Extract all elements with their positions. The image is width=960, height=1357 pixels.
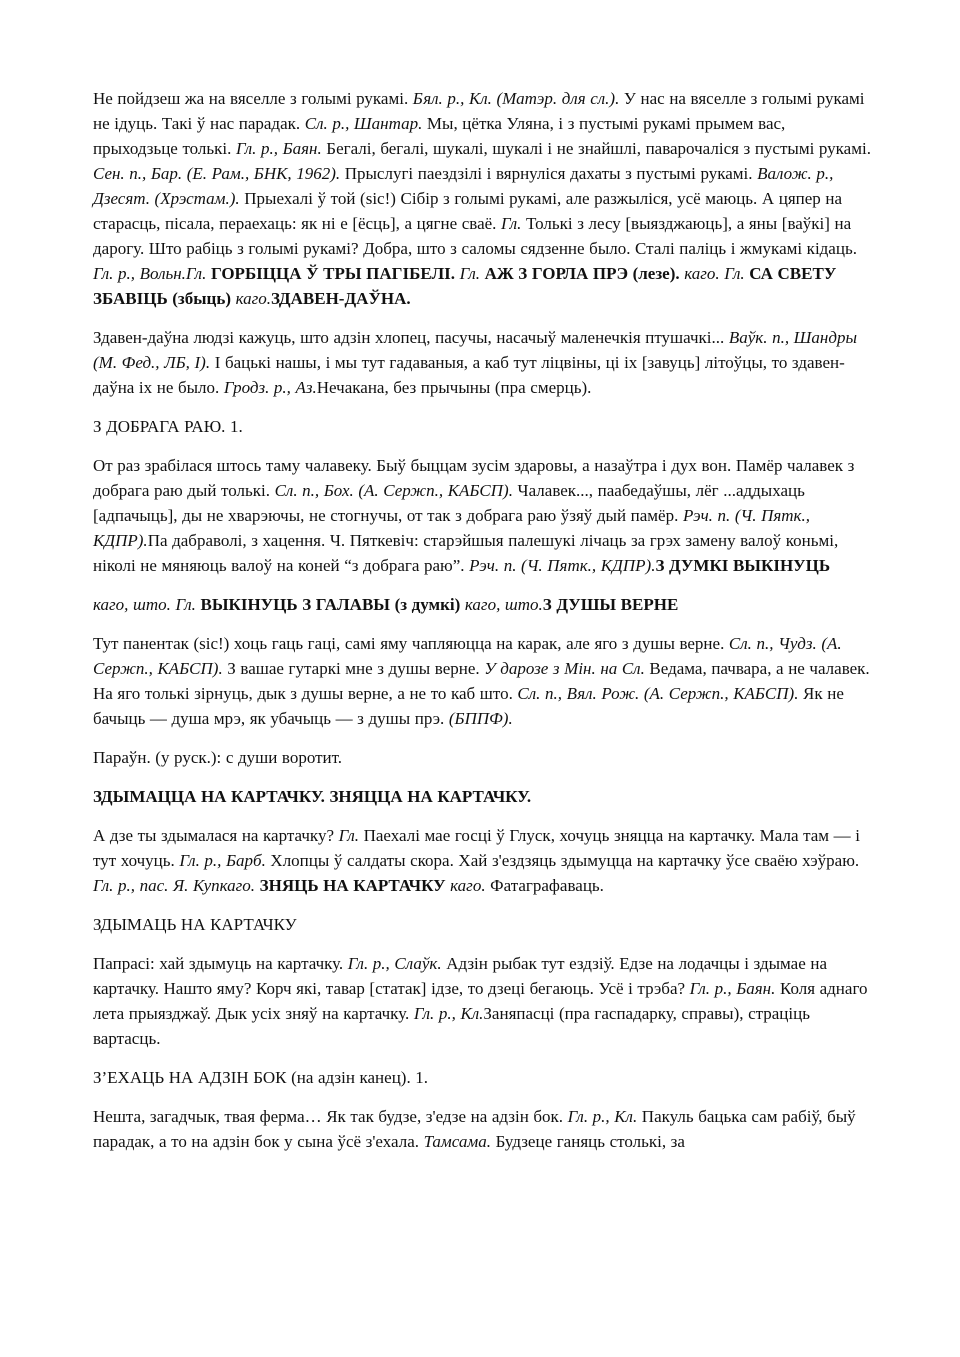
text-run: Гродз. р., Аз.: [223, 378, 317, 397]
entry-heading: [93, 414, 872, 439]
text-run: Гл. р., Баян.: [689, 979, 776, 998]
text-run: З ДУШЫ ВЕРНЕ: [542, 595, 679, 614]
text-run: А дзе ты здымалася на картачку?: [93, 826, 339, 845]
text-run: З вашае гутаркі мне з душы верне.: [222, 659, 485, 678]
text-run: (БППФ).: [448, 709, 513, 728]
text-run: СА СВЕТУ ЗБАВІЦЬ (збыць): [93, 264, 837, 308]
text-run: Як не бачыць — душа мрэ, як убачыць — з душы прэ.: [93, 684, 844, 728]
text-run: Адзін рыбак тут ездзіў. Едзе на лодачцы і здымае на картачку. Нашто яму? Корч які, тавар [статак] ідзе, то дзеці бегаюць. Усё і трэба?: [93, 954, 827, 998]
paragraph: [93, 453, 872, 578]
text-run: Паехалі мае госці ў Глуск, хочуць зняцца на картачку. Мала там — і тут хочуць.: [93, 826, 860, 870]
text-run: Сл. п., Вял. Рож. (А. Сержп., КАБСП).: [517, 684, 799, 703]
text-run: каго, што. Гл.: [93, 595, 196, 614]
text-run: Гл.: [501, 214, 522, 233]
text-run: Гл. р., Кл.: [413, 1004, 484, 1023]
text-run: Тамсама.: [423, 1132, 491, 1151]
text-run: каго.: [235, 289, 271, 308]
text-run: З’ЕХАЦЬ НА АДЗІН БОК (на адзін канец). 1.: [93, 1068, 429, 1087]
text-run: Мы, цётка Уляна, і з пустымі рукамі прымем вас, прыходзьце толькі.: [93, 114, 786, 158]
text-run: Гл. р., Слаўк.: [347, 954, 442, 973]
text-run: ЗДАВЕН-ДАЎНА.: [271, 289, 411, 308]
text-run: Сен. п., Бар. (Е. Рам., БНК, 1962).: [93, 164, 341, 183]
text-run: Па дабраволі, з хацення. Ч. Пяткевіч: старэйшыя палешукі лічаць за грэх замену валоў коньмі, ніколі не мяняюць валоў на коней “з добрага раю”.: [93, 531, 839, 575]
text-run: Толькі з лесу [выязджаюць], а яны [ваўкі] на дарогу. Што рабіць з голымі рукамі? Добра, што з саломы сядзенне было. Сталі паліць і жмукамі кідаць.: [93, 214, 857, 258]
text-run: ЗДЫМАЦЦА НА КАРТАЧКУ. ЗНЯЦЦА НА КАРТАЧКУ.: [93, 787, 532, 806]
text-run: У дарозе з Мін. на Сл.: [484, 659, 645, 678]
text-run: Рэч. п. (Ч. Пятк., КДПР).: [469, 556, 656, 575]
text-content: [93, 86, 872, 1168]
entry-heading: [93, 1065, 872, 1090]
text-run: Пакуль бацька сам рабіў, быў парадак, а то на адзін бок у сына ўсё з'ехала.: [93, 1107, 856, 1151]
text-run: Бял. р., Кл. (Матэр. для сл.).: [412, 89, 620, 108]
text-run: Параўн. (у руск.): с души воротит.: [93, 748, 343, 767]
text-run: каго.: [450, 876, 486, 895]
text-run: Гл. р., Баян.: [235, 139, 322, 158]
text-run: Коля аднаго лета прыязджаў. Дык усіх зняў на картачку.: [93, 979, 868, 1023]
text-run: Прыслугі паездзілі і вярнуліся дахаты з пустымі рукамі.: [340, 164, 758, 183]
text-run: Ваўк. п., Шандры (М. Фед., ЛБ, I).: [93, 328, 857, 372]
text-run: Будзеце ганяць столькі, за: [491, 1132, 685, 1151]
text-run: Заняпасці (пра гаспадарку, справы), страціць вартасць.: [93, 1004, 810, 1048]
text-run: Гл.: [459, 264, 481, 283]
entry-heading: [93, 784, 872, 809]
text-run: ВЫКІНУЦЬ З ГАЛАВЫ (з думкі): [200, 595, 461, 614]
text-run: Не пойдзеш жа на вяселле з голымі рукамі.: [93, 89, 413, 108]
paragraph: [93, 86, 872, 311]
text-run: Чалавек..., паабедаўшы, лёг ...аддыхаць [адпачыць], ды не хварэючы, не стогнучы, от так з добрага раю ўзяў дый памёр.: [93, 481, 805, 525]
text-run: Гл. р., Кл.: [567, 1107, 638, 1126]
text-run: Нечакана, без прычыны (пра смерць).: [316, 378, 592, 397]
text-run: ЗНЯЦЬ НА КАРТАЧКУ: [259, 876, 446, 895]
text-run: Валож. р., Дзесят. (Хрэстам.).: [93, 164, 834, 208]
text-run: АЖ З ГОРЛА ПРЭ (лезе).: [484, 264, 680, 283]
text-run: І бацькі нашы, і мы тут гадаваныя, а каб тут ліцвіны, ці іх [завуць] літоўцы, то здавен-даўна іх не было.: [93, 353, 845, 397]
paragraph: [93, 951, 872, 1051]
paragraph: [93, 631, 872, 731]
text-run: Тут панентак (sic!) хоць гаць гаці, самі яму чапляюцца на карак, але яго з душы верне.: [93, 634, 729, 653]
paragraph: [93, 1104, 872, 1154]
text-run: ЗДЫМАЦЬ НА КАРТАЧКУ: [93, 915, 297, 934]
text-run: каго, што.: [464, 595, 543, 614]
text-run: Фатаграфаваць.: [485, 876, 604, 895]
text-run: Нешта, загадчык, твая ферма… Як так будзе, з'едзе на адзін бок.: [93, 1107, 568, 1126]
paragraph: [93, 592, 872, 617]
text-run: ГОРБІЦЦА Ў ТРЫ ПАГІБЕЛІ.: [210, 264, 455, 283]
text-run: каго. Гл.: [684, 264, 745, 283]
text-run: Хлопцы ў салдаты скора. Хай з'ездзяць здымуцца на картачку ўсе сваёю хэўраю.: [265, 851, 860, 870]
text-run: Гл.: [338, 826, 360, 845]
text-run: Здавен-даўна людзі кажуць, што адзін хлопец, пасучы, насачыў маленечкія птушачкі...: [93, 328, 729, 347]
text-run: Папрасі: хай здымуць на картачку.: [93, 954, 348, 973]
text-run: От раз зрабілася штось таму чалавеку. Быў быццам зусім здаровы, а назаўтра і дух вон. Памёр чалавек з добрага раю дый толькі.: [93, 456, 855, 500]
paragraph: [93, 325, 872, 400]
entry-heading: [93, 912, 872, 937]
text-run: Сл. п., Чудз. (А. Сержп., КАБСП).: [93, 634, 842, 678]
text-run: Гл. р., пас. Я. Купкаго.: [93, 876, 256, 895]
text-run: Сл. р., Шантар.: [304, 114, 423, 133]
text-run: З ДУМКІ ВЫКІНУЦЬ: [655, 556, 831, 575]
paragraph: [93, 745, 872, 770]
text-run: Рэч. п. (Ч. Пятк., КДПР).: [93, 506, 810, 550]
paragraph: [93, 823, 872, 898]
text-run: Прыехалі ў той (sic!) Сібір з голымі рукамі, але разжыліся, усё маюць. А цяпер на старасць, пісала, пераехаць: як ні е [ёсць], а цягне сваё.: [93, 189, 843, 233]
text-run: Гл. р., Барб.: [179, 851, 266, 870]
text-run: Бегалі, бегалі, шукалі, шукалі і не знайшлі, паварочаліся з пустымі рукамі.: [321, 139, 871, 158]
text-run: З ДОБРАГА РАЮ. 1.: [93, 417, 243, 436]
text-run: Сл. п., Бох. (А. Сержп., КАБСП).: [274, 481, 513, 500]
text-run: Гл. р., Вольн.Гл.: [93, 264, 207, 283]
text-run: Ведама, пачвара, а не чалавек. На яго толькі зірнуць, дык з душы верне, а не то каб што.: [93, 659, 870, 703]
text-run: У нас на вяселле з голымі рукамі не ідуць. Такі ў нас парадак.: [93, 89, 865, 133]
